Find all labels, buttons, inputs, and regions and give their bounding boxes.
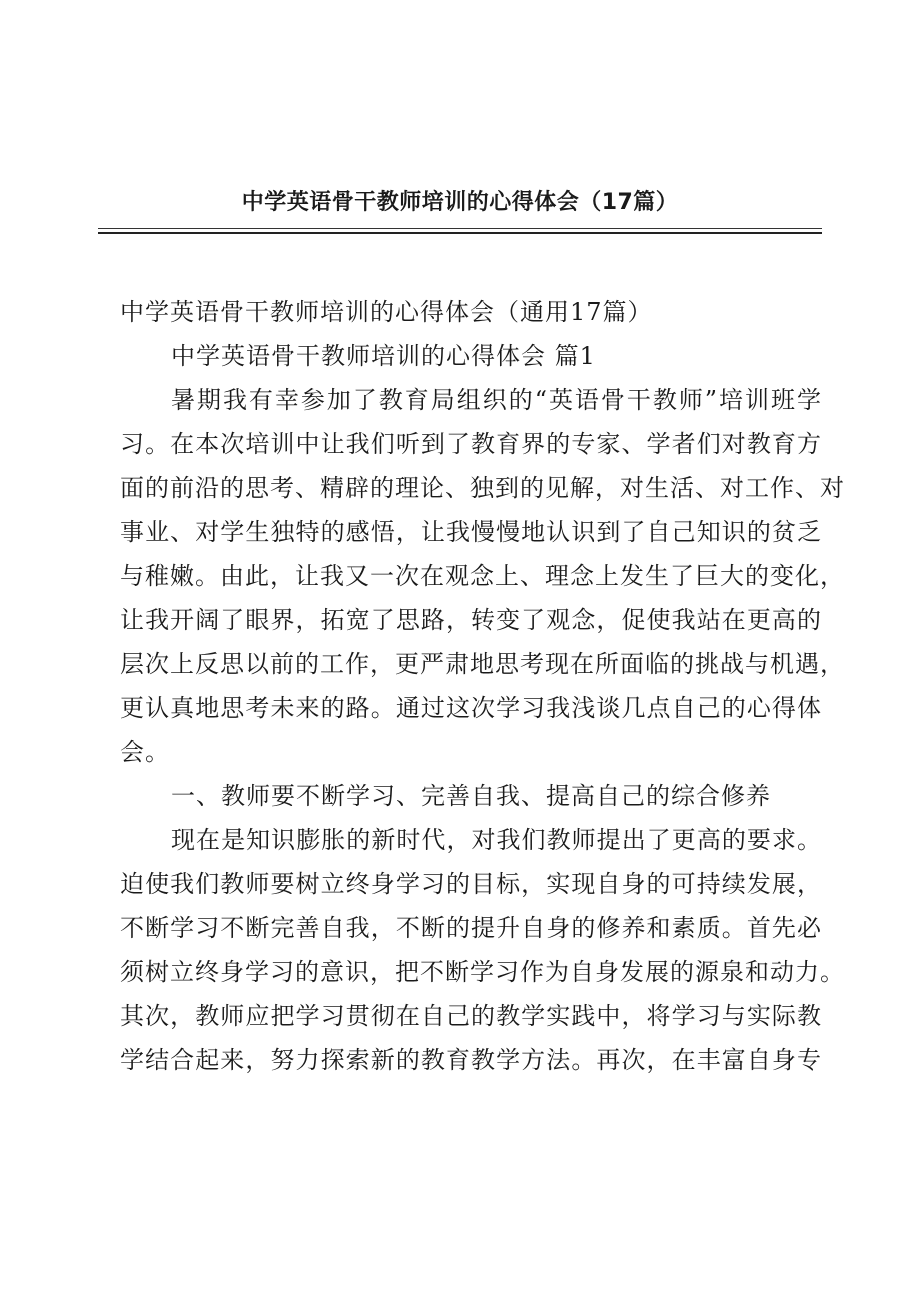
paragraph-line: 学结合起来，努力探索新的教育教学方法。再次，在丰富自身专 — [120, 1046, 822, 1074]
paragraph-line: 会。 — [120, 738, 170, 766]
document-body — [120, 290, 845, 1082]
paragraph-line: 现在是知识膨胀的新时代，对我们教师提出了更高的要求。 — [171, 826, 822, 854]
paragraph-line: 与稚嫩。由此，让我又一次在观念上、理念上发生了巨大的变化， — [120, 562, 845, 590]
paragraph-line: 更认真地思考未来的路。通过这次学习我浅谈几点自己的心得体 — [120, 694, 822, 722]
document-subtitle: 中学英语骨干教师培训的心得体会（通用17篇） — [120, 298, 653, 326]
title-underline-thick — [98, 232, 822, 234]
paragraph-line: 层次上反思以前的工作，更严肃地思考现在所面临的挑战与机遇， — [120, 650, 845, 678]
paragraph-line: 暑期我有幸参加了教育局组织的“英语骨干教师”培训班学 — [171, 386, 822, 414]
paragraph-line: 须树立终身学习的意识，把不断学习作为自身发展的源泉和动力。 — [120, 958, 845, 986]
paragraph-line: 让我开阔了眼界，拓宽了思路，转变了观念，促使我站在更高的 — [120, 606, 822, 634]
section-heading: 中学英语骨干教师培训的心得体会 篇1 — [171, 342, 596, 370]
paragraph-line: 迫使我们教师要树立终身学习的目标，实现自身的可持续发展， — [120, 870, 822, 898]
document-title: 中学英语骨干教师培训的心得体会（17篇） — [241, 190, 679, 215]
paragraph-line: 其次，教师应把学习贯彻在自己的教学实践中，将学习与实际教 — [120, 1002, 822, 1030]
paragraph-line: 面的前沿的思考、精辟的理论、独到的见解，对生活、对工作、对 — [120, 474, 845, 502]
paragraph-line: 习。在本次培训中让我们听到了教育界的专家、学者们对教育方 — [120, 430, 822, 458]
paragraph-line: 不断学习不断完善自我，不断的提升自身的修养和素质。首先必 — [120, 914, 822, 942]
title-underline-thin — [98, 228, 822, 229]
paragraph-line: 事业、对学生独特的感悟，让我慢慢地认识到了自己知识的贫乏 — [120, 518, 822, 546]
subsection-heading: 一、教师要不断学习、完善自我、提高自己的综合修养 — [171, 782, 771, 810]
